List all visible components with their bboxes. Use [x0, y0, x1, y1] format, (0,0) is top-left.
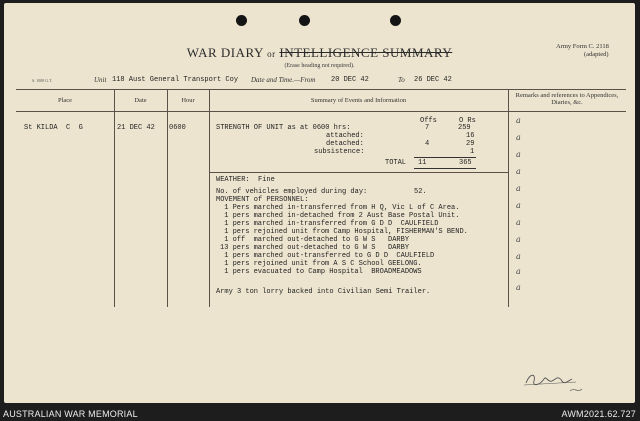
movement-heading: MOVEMENT of PERSONNEL: — [216, 196, 309, 204]
strength-col-offs: Offs — [420, 117, 437, 125]
footer-accession: AWM2021.62.727 — [561, 409, 636, 419]
movement-line: 1 pers marched out-transferred to G D D CAULFIELD — [220, 252, 435, 260]
diary-page — [4, 3, 635, 403]
punch-hole — [390, 15, 401, 26]
strength-heading: STRENGTH OF UNIT as at 0600 hrs: — [216, 124, 351, 132]
column-divider — [114, 89, 115, 307]
section-divider — [209, 172, 508, 173]
column-divider — [167, 89, 168, 307]
movement-line: 1 Pers marched in-transferred from H Q, Vic L of C Area. — [220, 204, 460, 212]
entry-hour: 0600 — [169, 124, 186, 132]
total-rule — [414, 168, 476, 169]
movement-line: 1 pers marched in-transferred from G D D CAULFIELD — [220, 220, 439, 228]
header-hour: Hour — [181, 97, 195, 104]
date-to-value: 26 DEC 42 — [414, 76, 452, 84]
strength-label: detached: — [326, 140, 364, 148]
form-code: S. 1008 G.T. — [32, 78, 53, 83]
strength-total-offs: 11 — [418, 159, 427, 167]
title-struck: INTELLIGENCE SUMMARY — [279, 45, 453, 60]
strength-col-ors: O Rs — [459, 117, 476, 125]
form-adapted: (adapted) — [584, 51, 609, 58]
strength-ors: 29 — [466, 140, 475, 148]
remark-mark: a — [516, 150, 521, 159]
strength-offs: 4 — [425, 140, 430, 148]
date-from-value: 20 DEC 42 — [331, 76, 369, 84]
title-or: or — [267, 49, 276, 59]
strength-total-label: TOTAL — [385, 159, 407, 167]
header-remarks: Remarks and references to Appendices, Diaries, &c. — [515, 92, 619, 106]
title-war-diary: WAR DIARY — [186, 45, 264, 60]
table-top-border — [16, 89, 626, 90]
remark-mark: a — [516, 201, 521, 210]
strength-ors: 1 — [470, 148, 475, 156]
entry-place: St KILDA C G — [24, 124, 83, 132]
vehicles-label: No. of vehicles employed during day: — [216, 188, 368, 196]
movement-line: 1 pers marched in-detached from 2 Aust Base Postal Unit. — [220, 212, 460, 220]
remark-mark: a — [516, 184, 521, 193]
remark-mark: a — [516, 133, 521, 142]
punch-hole — [299, 15, 310, 26]
incident-note: Army 3 ton lorry backed into Civilian Semi Trailer. — [216, 288, 431, 296]
table-header-border — [16, 111, 626, 112]
remark-mark: a — [516, 267, 521, 276]
total-rule — [414, 157, 476, 158]
remark-mark: a — [516, 218, 521, 227]
movement-line: 1 off marched out-detached to G W S DARBY — [220, 236, 410, 244]
remark-mark: a — [516, 167, 521, 176]
strength-ors: 16 — [466, 132, 475, 140]
movement-line: 1 pers rejoined unit from A S C School GEELONG. — [220, 260, 422, 268]
strength-offs: 7 — [425, 124, 430, 132]
handwritten-signature — [522, 369, 594, 395]
column-divider — [209, 89, 210, 307]
entry-date: 21 DEC 42 — [117, 124, 155, 132]
movement-line: 13 pers marched out-detached to G W S DARBY — [220, 244, 410, 252]
strength-total-ors: 365 — [459, 159, 472, 167]
vehicles-value: 52. — [414, 188, 427, 196]
erase-note: (Erase heading not required). — [284, 63, 355, 69]
strength-ors: 259 — [458, 124, 471, 132]
remark-mark: a — [516, 116, 521, 125]
punch-hole — [236, 15, 247, 26]
remark-mark: a — [516, 252, 521, 261]
strength-label: attached: — [326, 132, 364, 140]
movement-line: 1 pers evacuated to Camp Hospital BROADMEADOWS — [220, 268, 422, 276]
date-to-label: To — [398, 76, 405, 84]
weather: WEATHER: Fine — [216, 176, 275, 184]
header-date: Date — [134, 97, 147, 104]
unit-value: 118 Aust General Transport Coy — [112, 76, 239, 84]
column-divider — [508, 89, 509, 307]
header-summary: Summary of Events and Information — [310, 97, 407, 104]
page-title — [4, 45, 635, 61]
form-id — [556, 43, 609, 59]
remark-mark: a — [516, 283, 521, 292]
movement-line: 1 pers rejoined unit from Camp Hospital, FISHERMAN'S BEND. — [220, 228, 468, 236]
footer-institution: AUSTRALIAN WAR MEMORIAL — [3, 409, 138, 419]
strength-label: subsistence: — [314, 148, 365, 156]
date-from-label: Date and Time.—From — [251, 76, 316, 84]
header-place: Place — [57, 97, 73, 104]
form-number: Army Form C. 2118 — [556, 43, 609, 50]
unit-label: Unit — [94, 76, 107, 84]
remark-mark: a — [516, 235, 521, 244]
